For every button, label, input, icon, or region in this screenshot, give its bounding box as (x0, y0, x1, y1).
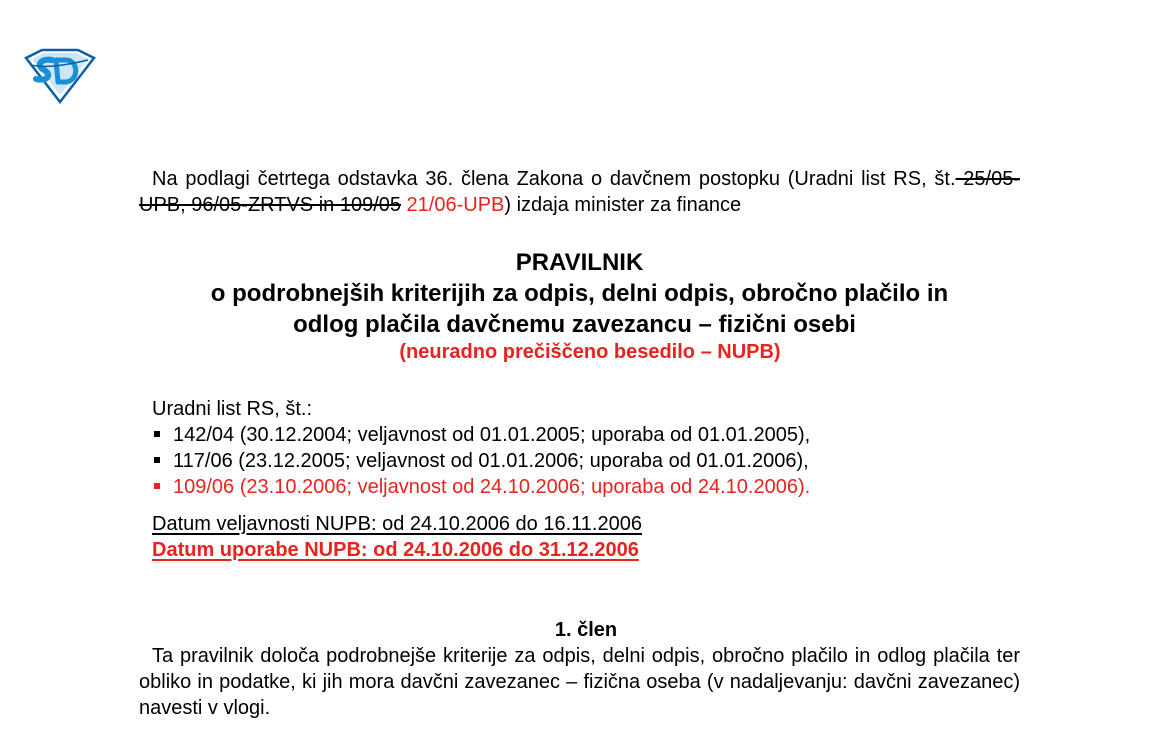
references-list (152, 422, 1020, 500)
validity-date: Datum veljavnosti NUPB: od 24.10.2006 do 16.11.2006 (152, 513, 642, 535)
list-item (152, 422, 1020, 448)
references-heading: Uradni list RS, št.: (152, 398, 313, 420)
list-item (152, 448, 1020, 474)
bullet-icon (154, 431, 160, 437)
reference-text: 142/04 (30.12.2004; veljavnost od 01.01.2005; uporaba od 01.01.2005), (173, 424, 811, 446)
article-1-title: 1. člen (554, 619, 618, 641)
reference-text: 109/06 (23.10.2006; veljavnost od 24.10.2006; uporaba od 24.10.2006). (173, 476, 811, 498)
title-main: PRAVILNIK (515, 249, 644, 276)
title-line-2: o podrobnejših kriterijih za odpis, delni odpis, obročno plačilo in (210, 280, 949, 307)
intro-struck-citations: 25/05-UPB, 96/05-ZRTVS in 109/05 (139, 168, 1021, 216)
application-date: Datum uporabe NUPB: od 24.10.2006 do 31.12.2006 (152, 539, 639, 561)
diamond-sd-logo-icon (22, 48, 96, 104)
bullet-icon (154, 483, 160, 489)
title-line-3: odlog plačila davčnemu zavezancu – fizični osebi (293, 311, 856, 338)
intro-suffix: ) izdaja minister za finance (504, 194, 742, 216)
title-unofficial-note: (neuradno prečiščeno besedilo – NUPB) (399, 341, 781, 363)
intro-amendment-citation: 21/06-UPB (401, 194, 505, 216)
regulation-title (139, 247, 1020, 365)
gazette-references (152, 396, 1020, 500)
intro-prefix: Na podlagi četrtega odstavka 36. člena Zakona o davčnem postopku (Uradni list RS, št. (152, 168, 956, 190)
document-page (139, 166, 1020, 721)
bullet-icon (154, 457, 160, 463)
intro-paragraph (139, 166, 1020, 218)
reference-text: 117/06 (23.12.2005; veljavnost od 01.01.2006; uporaba od 01.01.2006), (173, 450, 809, 472)
nupb-dates (152, 511, 1020, 563)
list-item (152, 474, 1020, 500)
article-1-body: Ta pravilnik določa podrobnejše kriterije za odpis, delni odpis, obročno plačilo in odlog plačila ter obliko in podatke, ki jih mora davčni zavezanec – fizična oseba (v nadaljevanju: davčni zavezanec) navesti v vlogi. (139, 645, 1020, 719)
